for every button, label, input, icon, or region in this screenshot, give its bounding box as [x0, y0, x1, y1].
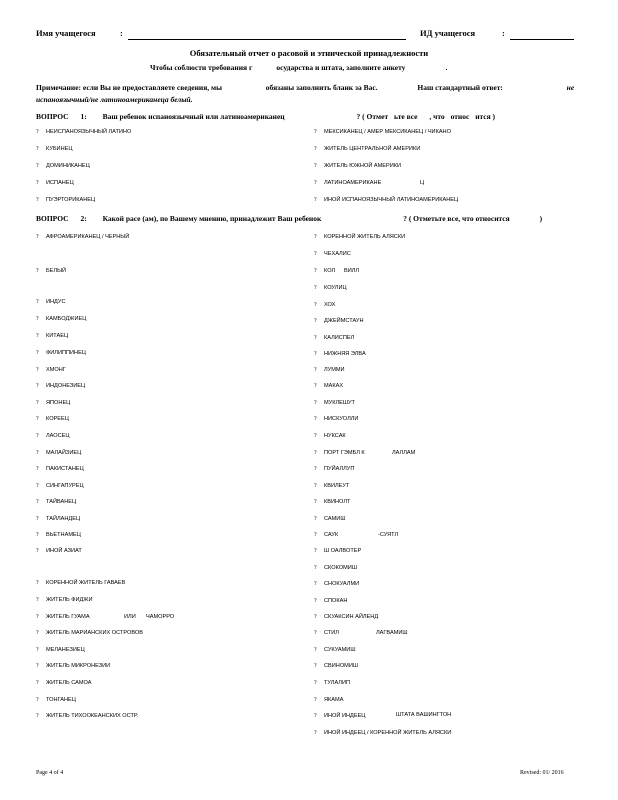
checkbox-icon[interactable]: ? — [36, 580, 39, 586]
q2-left-option[interactable] — [36, 299, 66, 305]
checkbox-icon[interactable]: ? — [36, 129, 39, 135]
q2-left-option-label: ЖИТЕЛЬ МАРИАНСКИХ ОСТРОВОВ — [46, 630, 143, 636]
q2-left-option[interactable] — [36, 333, 68, 339]
q2-right-option-label: ИНОЙ ИНДЕЕЦ — [324, 713, 366, 719]
q2-right-option-label: ХОХ — [324, 302, 336, 308]
note-part4: не — [566, 83, 575, 92]
q2-right-option-label: СТИЛ — [324, 630, 339, 636]
q2-left-option-label: КОРЕЕЦ — [46, 416, 69, 422]
checkbox-icon[interactable]: ? — [36, 400, 39, 406]
checkbox-icon[interactable]: ? — [36, 680, 39, 686]
q2-right-option[interactable] — [314, 268, 335, 274]
q1-left-option[interactable] — [36, 180, 74, 186]
student-id-colon: : — [502, 28, 505, 38]
checkbox-icon[interactable]: ? — [314, 234, 317, 240]
q2-right-option-label: ИНОЙ ИНДЕЕЦ / КОРЕННОЙ ЖИТЕЛЬ АЛЯСКИ — [324, 730, 452, 736]
checkbox-icon[interactable]: ? — [314, 581, 317, 587]
checkbox-icon[interactable]: ? — [36, 532, 39, 538]
checkbox-icon[interactable]: ? — [314, 450, 317, 456]
q2-left-option-label: БЕЛЫЙ — [46, 268, 67, 274]
q2-right-option[interactable] — [314, 285, 347, 291]
q2-left-option-label: ЖИТЕЛЬ МИКРОНЕЗИИ — [46, 663, 111, 669]
q1-right-option[interactable] — [314, 146, 420, 152]
q2-right-option-label: САУК — [324, 532, 339, 538]
checkbox-icon[interactable]: ? — [36, 548, 39, 554]
q2-left-option[interactable] — [36, 483, 84, 489]
q2-right-option-label: НИСКУОЛЛИ — [324, 416, 359, 422]
q2-right-option-label: ПОРТ ГЭМБЛ К — [324, 450, 365, 456]
q2-right-option-label: СНОКУАЛМИ — [324, 581, 360, 587]
checkbox-icon[interactable]: ? — [36, 268, 39, 274]
student-name-label: Имя учащегося — [36, 28, 96, 38]
checkbox-icon[interactable]: ? — [314, 129, 317, 135]
q2-left-option[interactable] — [36, 663, 110, 669]
q1-left-option-label: НЕИСПАНОЯЗЫЧНЫЙ ЛАТИНО — [46, 129, 132, 135]
guam-chamorro: ЧАМОРРО — [146, 614, 175, 620]
checkbox-icon[interactable]: ? — [314, 713, 317, 719]
q2-left-option[interactable] — [36, 647, 85, 653]
checkbox-icon[interactable]: ? — [36, 663, 39, 669]
checkbox-icon[interactable]: ? — [314, 163, 317, 169]
checkbox-icon[interactable]: ? — [36, 466, 39, 472]
checkbox-icon[interactable]: ? — [36, 180, 39, 186]
checkbox-icon[interactable]: ? — [36, 713, 39, 719]
q2-right-option[interactable] — [314, 367, 345, 373]
q2-right-option[interactable] — [314, 483, 349, 489]
q2-number: ВОПРОС — [36, 214, 69, 223]
q2-left-option[interactable] — [36, 400, 70, 406]
checkbox-icon[interactable]: ? — [314, 367, 317, 373]
q2-left-option-label: ТАЙЛАНДЕЦ — [46, 516, 81, 522]
q2-right-option[interactable] — [314, 433, 346, 439]
q2-left-option[interactable] — [36, 614, 90, 620]
sauk-extra: -СУЯТЛ — [378, 532, 399, 538]
q1-right-option-label: ИНОЙ ИСПАНОЯЗЫЧНЫЙ ЛАТИНОАМЕРИКАНЕЦ — [324, 197, 459, 203]
q2-right-option-label: НУКСАК — [324, 433, 346, 439]
q2-right-option-label: ЧЕХАЛИС — [324, 251, 351, 257]
q2-left-option-label: ЖИТЕЛЬ ФИДЖИ — [46, 597, 93, 603]
q1-hint2: ьте все — [394, 112, 418, 121]
subtitle-part1: Чтобы соблюсти требования г — [150, 63, 253, 72]
q2-right-option-label: СУКУАМИШ — [324, 647, 356, 653]
q2-left-option-label: ЖИТЕЛЬ ГУАМА — [46, 614, 90, 620]
q2-left-option-label: ВЬЕТНАМЕЦ — [46, 532, 81, 538]
q1-right-option-label: МЕКСИКАНЕЦ / АМЕР МЕКСИКАНЕЦ / ЧИКАНО — [324, 129, 451, 135]
student-id-field[interactable] — [510, 39, 574, 40]
q2-hint1: ? ( Отметьте все, что относится — [403, 214, 510, 223]
q2-right-option-label: КВИЛЕУТ — [324, 483, 350, 489]
kol-extra: ВИЛЛ — [344, 268, 360, 274]
form-subtitle — [150, 63, 447, 72]
q2-right-option[interactable] — [314, 302, 335, 308]
q2-left-option-label: ЖИТЕЛЬ ТИХООКЕАНСКИХ ОСТР. — [46, 713, 139, 719]
checkbox-icon[interactable]: ? — [36, 697, 39, 703]
q2-text: Какой расе (ам), по Вашему мнению, принадлежит Ваш ребенок — [102, 214, 322, 223]
q2-right-option-label: СВИНОМИШ — [324, 663, 358, 669]
checkbox-icon[interactable]: ? — [36, 450, 39, 456]
q2-right-option[interactable] — [314, 318, 364, 324]
checkbox-icon[interactable]: ? — [314, 318, 317, 324]
q2-left-option-label: КАМБОДЖИЕЦ — [46, 316, 87, 322]
checkbox-icon[interactable]: ? — [314, 598, 317, 604]
q1-index: 1: — [80, 112, 87, 121]
q2-left-option-label: ИНОЙ АЗИАТ — [46, 548, 82, 554]
q2-left-option[interactable] — [36, 532, 81, 538]
q2-left-option[interactable] — [36, 316, 86, 322]
q1-left-option[interactable] — [36, 129, 131, 135]
q2-right-option-label: ДЖЕЙМСТАУН — [324, 318, 364, 324]
footer-page: Page 4 of 4 — [36, 770, 64, 776]
checkbox-icon[interactable]: ? — [36, 146, 39, 152]
checkbox-icon[interactable]: ? — [36, 383, 39, 389]
q2-left-option[interactable] — [36, 580, 125, 586]
q1-right-option[interactable] — [314, 180, 381, 186]
q2-right-option[interactable] — [314, 499, 350, 505]
q2-right-option-label: НИЖНЯЯ ЭЛВА — [324, 351, 366, 357]
q2-left-option-label: ИНДУС — [46, 299, 66, 305]
footer-revised: Revised: 01/ 2016 — [520, 770, 564, 776]
checkbox-icon[interactable]: ? — [36, 597, 39, 603]
q2-right-option[interactable] — [314, 730, 451, 736]
q2-left-option[interactable] — [36, 597, 92, 603]
checkbox-icon[interactable]: ? — [36, 614, 39, 620]
checkbox-icon[interactable]: ? — [36, 333, 39, 339]
q2-right-option-label: МУКЛЕШУТ — [324, 400, 355, 406]
q2-right-option-label: СКОКОМИШ — [324, 565, 357, 571]
other-indian-extra: ШТАТА ВАШИНГТОН — [396, 712, 452, 718]
q1-right-option[interactable] — [314, 129, 451, 135]
checkbox-icon[interactable]: ? — [314, 499, 317, 505]
q1-left-option[interactable] — [36, 197, 95, 203]
checkbox-icon[interactable]: ? — [314, 180, 317, 186]
checkbox-icon[interactable]: ? — [36, 197, 39, 203]
q2-right-option-label: КОЛ — [324, 268, 336, 274]
checkbox-icon[interactable]: ? — [314, 351, 317, 357]
q1-left-option-label: ИСПАНЕЦ — [46, 180, 74, 186]
q2-left-option-label: ТОНГАНЕЦ — [46, 697, 76, 703]
checkbox-icon[interactable]: ? — [36, 367, 39, 373]
checkbox-icon[interactable]: ? — [314, 335, 317, 341]
q2-right-option[interactable] — [314, 713, 365, 719]
q2-right-option-label: Ш ОАЛВОТЕР — [324, 548, 362, 554]
q2-right-option[interactable] — [314, 234, 405, 240]
q2-right-option[interactable] — [314, 548, 361, 554]
q2-left-option[interactable] — [36, 713, 138, 719]
note-part5: испаноязычный/не латиноамериканеца белый. — [36, 95, 193, 104]
checkbox-icon[interactable]: ? — [314, 302, 317, 308]
q2-right-option[interactable] — [314, 516, 345, 522]
q2-left-option[interactable] — [36, 499, 76, 505]
subtitle-part2: осударства и штата, заполните анкету — [276, 63, 406, 72]
note-block — [36, 82, 576, 106]
checkbox-icon[interactable]: ? — [36, 163, 39, 169]
checkbox-icon[interactable]: ? — [314, 680, 317, 686]
checkbox-icon[interactable]: ? — [36, 234, 39, 240]
q2-right-option-label: ЛУММИ — [324, 367, 345, 373]
q2-left-option[interactable] — [36, 466, 84, 472]
q2-left-option-label: ИНДОНЕЗИЕЦ — [46, 383, 86, 389]
checkbox-icon[interactable]: ? — [314, 433, 317, 439]
note-part1: Примечание: если Вы не предоставляете сведения, мы — [36, 83, 223, 92]
port-extra: ЛАЛЛАМ — [392, 450, 416, 456]
checkbox-icon[interactable]: ? — [314, 383, 317, 389]
q1-right-option-label: ЖИТЕЛЬ ЦЕНТРАЛЬНОЙ АМЕРИКИ — [324, 146, 421, 152]
checkbox-icon[interactable]: ? — [36, 433, 39, 439]
q2-left-option[interactable] — [36, 268, 66, 274]
q2-left-option-label: КОРЕННОЙ ЖИТЕЛЬ ГАВАЕВ — [46, 580, 126, 586]
checkbox-icon[interactable]: ? — [314, 565, 317, 571]
question2-title — [36, 214, 542, 223]
q1-right-option-label: ЖИТЕЛЬ ЮЖНОЙ АМЕРИКИ — [324, 163, 402, 169]
checkbox-icon[interactable]: ? — [314, 614, 317, 620]
q2-left-option[interactable] — [36, 350, 86, 356]
q2-right-option[interactable] — [314, 416, 358, 422]
checkbox-icon[interactable]: ? — [314, 251, 317, 257]
q2-left-option-label: ТАЙВАНЕЦ — [46, 499, 77, 505]
q2-right-option-label: СКУАКСИН АЙЛЕНД — [324, 614, 379, 620]
q2-right-option[interactable] — [314, 351, 366, 357]
guam-or: ИЛИ — [124, 614, 136, 620]
q1-hint4: относ — [450, 112, 470, 121]
checkbox-icon[interactable]: ? — [36, 416, 39, 422]
checkbox-icon[interactable]: ? — [314, 416, 317, 422]
checkbox-icon[interactable]: ? — [314, 197, 317, 203]
q2-right-option[interactable] — [314, 383, 343, 389]
q2-left-option[interactable] — [36, 630, 143, 636]
q2-right-option[interactable] — [314, 400, 355, 406]
subtitle-part3: . — [445, 63, 448, 72]
q2-hint2: ) — [539, 214, 543, 223]
q1-right-option-label: ЛАТИНОАМЕРИКАНЕ — [324, 180, 382, 186]
q2-left-option[interactable] — [36, 450, 81, 456]
q1-left-option-label: КУБИНЕЦ — [46, 146, 73, 152]
checkbox-icon[interactable]: ? — [36, 647, 39, 653]
q1-left-option[interactable] — [36, 146, 72, 152]
q2-left-option-label: ХМОНГ — [46, 367, 66, 373]
q2-right-option[interactable] — [314, 251, 351, 257]
checkbox-icon[interactable]: ? — [314, 548, 317, 554]
q2-right-option-label: СПОКАН — [324, 598, 348, 604]
checkbox-icon[interactable]: ? — [36, 630, 39, 636]
q1-left-option[interactable] — [36, 163, 90, 169]
q1-right-option[interactable] — [314, 197, 458, 203]
q2-left-option[interactable] — [36, 367, 66, 373]
q1-left-option-label: ДОМИНИКАНЕЦ — [46, 163, 90, 169]
q2-right-option-label: ЯКАМА — [324, 697, 344, 703]
q1-right-option[interactable] — [314, 163, 401, 169]
q2-left-option[interactable] — [36, 516, 80, 522]
q2-left-option[interactable] — [36, 234, 129, 240]
q2-left-option[interactable] — [36, 416, 69, 422]
q2-left-option-label: КИТАЕЦ — [46, 333, 69, 339]
student-id-label: ИД учащегося — [420, 28, 476, 38]
checkbox-icon[interactable]: ? — [314, 663, 317, 669]
checkbox-icon[interactable]: ? — [314, 532, 317, 538]
checkbox-icon[interactable]: ? — [36, 299, 39, 305]
q2-index: 2: — [80, 214, 87, 223]
checkbox-icon[interactable]: ? — [314, 730, 317, 736]
q1-hint3: , что — [429, 112, 445, 121]
q2-left-option-label: МАЛАЙЗИЕЦ — [46, 450, 82, 456]
q2-right-option-label: КВИНОЛТ — [324, 499, 351, 505]
q2-right-option[interactable] — [314, 581, 359, 587]
checkbox-icon[interactable]: ? — [314, 146, 317, 152]
checkbox-icon[interactable]: ? — [314, 630, 317, 636]
q1-number: ВОПРОС — [36, 112, 69, 121]
q2-right-option[interactable] — [314, 614, 378, 620]
q2-left-option-label: МЕЛАНЕЗИЕЦ — [46, 647, 85, 653]
note-part2: обязаны заполнить бланк за Вас. — [265, 83, 378, 92]
checkbox-icon[interactable]: ? — [36, 516, 39, 522]
q2-left-option-label: ЖИТЕЛЬ САМОА — [46, 680, 92, 686]
q2-right-option[interactable] — [314, 647, 355, 653]
q1-hint1: ? ( Отмет — [356, 112, 389, 121]
checkbox-icon[interactable]: ? — [314, 400, 317, 406]
q2-right-option[interactable] — [314, 565, 357, 571]
q2-right-option-label: КАЛИСПЕЛ — [324, 335, 355, 341]
note-part3: Наш стандартный ответ: — [417, 83, 503, 92]
q2-left-option-label: АФРОАМЕРИКАНЕЦ / ЧЕРНЫЙ — [46, 234, 130, 240]
q2-right-option-label: САМИШ — [324, 516, 346, 522]
q2-right-option-label: ПУЙАЛЛУП — [324, 466, 355, 472]
q2-right-option-label: ТУЛАЛИП — [324, 680, 351, 686]
q2-left-option[interactable] — [36, 433, 70, 439]
checkbox-icon[interactable]: ? — [314, 285, 317, 291]
q2-left-option-label: ПАКИСТАНЕЦ — [46, 466, 84, 472]
stil-extra: ЛАГВАМИШ — [376, 630, 408, 636]
checkbox-icon[interactable]: ? — [314, 466, 317, 472]
q2-right-option[interactable] — [314, 450, 365, 456]
checkbox-icon[interactable]: ? — [314, 697, 317, 703]
checkbox-icon[interactable]: ? — [314, 516, 317, 522]
checkbox-icon[interactable]: ? — [36, 499, 39, 505]
checkbox-icon[interactable]: ? — [36, 316, 39, 322]
q2-left-option[interactable] — [36, 697, 76, 703]
header-row — [36, 28, 576, 42]
q1-hint5: ится ) — [475, 112, 496, 121]
q2-right-option[interactable] — [314, 598, 347, 604]
q2-left-option-label: СИНГАПУРЕЦ — [46, 483, 84, 489]
checkbox-icon[interactable]: ? — [314, 647, 317, 653]
q2-left-option[interactable] — [36, 680, 92, 686]
q2-right-option[interactable] — [314, 680, 350, 686]
q1-left-option-label: ПУЭРТОРИКАНЕЦ — [46, 197, 96, 203]
checkbox-icon[interactable]: ? — [314, 268, 317, 274]
q2-left-option-label: ФИЛИППИНЕЦ — [46, 350, 86, 356]
q2-left-option[interactable] — [36, 548, 82, 554]
student-name-field[interactable] — [128, 39, 406, 40]
checkbox-icon[interactable]: ? — [36, 350, 39, 356]
q2-left-option[interactable] — [36, 383, 85, 389]
q2-right-option[interactable] — [314, 466, 354, 472]
q2-right-option[interactable] — [314, 532, 338, 538]
q1-text: Ваш ребенок испаноязычный или латиноамериканец — [102, 112, 285, 121]
q2-left-option-label: ЯПОНЕЦ — [46, 400, 71, 406]
q1-latino-extra: Ц — [420, 180, 425, 186]
q2-right-option[interactable] — [314, 663, 358, 669]
q2-right-option[interactable] — [314, 630, 339, 636]
q2-left-option-label: ЛАОСЕЦ — [46, 433, 70, 439]
q2-right-option[interactable] — [314, 335, 354, 341]
checkbox-icon[interactable]: ? — [36, 483, 39, 489]
question1-title — [36, 112, 495, 121]
q2-right-option-label: МАКАХ — [324, 383, 344, 389]
student-name-colon: : — [120, 28, 123, 38]
q2-right-option[interactable] — [314, 697, 343, 703]
form-title: Обязательный отчет о расовой и этнической принадлежности — [189, 48, 429, 58]
q2-right-option-label: КОРЕННОЙ ЖИТЕЛЬ АЛЯСКИ — [324, 234, 406, 240]
checkbox-icon[interactable]: ? — [314, 483, 317, 489]
q2-right-option-label: КОУЛИЦ — [324, 285, 347, 291]
